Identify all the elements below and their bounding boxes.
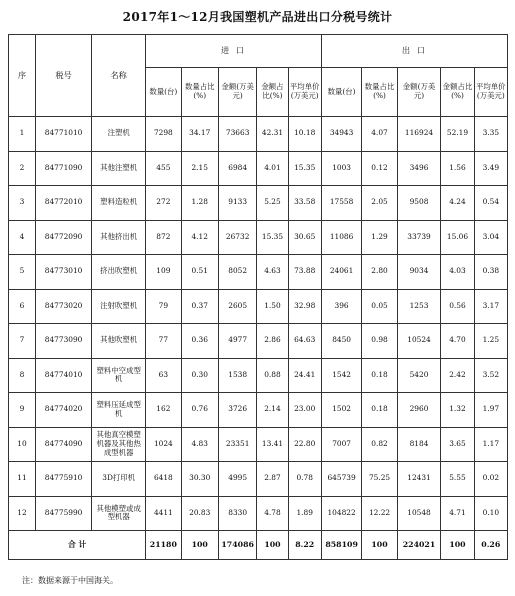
header-export: 出 口 bbox=[321, 35, 507, 68]
cell-export-0: 7007 bbox=[321, 427, 362, 462]
cell-export-0: 1502 bbox=[321, 393, 362, 428]
cell-export-1: 0.12 bbox=[362, 151, 397, 186]
cell-name: 其他挤出机 bbox=[92, 220, 146, 255]
cell-import-0: 272 bbox=[146, 186, 181, 221]
cell-import-3: 2.87 bbox=[257, 462, 288, 497]
cell-export-1: 0.18 bbox=[362, 358, 397, 393]
cell-export-0: 645739 bbox=[321, 462, 362, 497]
cell-import-1: 0.36 bbox=[181, 324, 218, 359]
table-row bbox=[9, 117, 508, 152]
table-body bbox=[9, 117, 508, 560]
cell-tax-no: 84772090 bbox=[36, 220, 92, 255]
cell-export-0: 396 bbox=[321, 289, 362, 324]
cell-export-3: 3.65 bbox=[441, 427, 474, 462]
cell-import-1: 4.83 bbox=[181, 427, 218, 462]
cell-export-2: 5420 bbox=[397, 358, 441, 393]
cell-import-1: 34.17 bbox=[181, 117, 218, 152]
cell-export-2: 9508 bbox=[397, 186, 441, 221]
cell-export-3: 15.06 bbox=[441, 220, 474, 255]
cell-name: 塑料造粒机 bbox=[92, 186, 146, 221]
total-export-3: 100 bbox=[441, 531, 474, 560]
total-export-2: 224021 bbox=[397, 531, 441, 560]
cell-import-4: 73.88 bbox=[288, 255, 321, 290]
cell-tax-no: 84773010 bbox=[36, 255, 92, 290]
header-name: 名称 bbox=[92, 35, 146, 117]
cell-import-3: 5.25 bbox=[257, 186, 288, 221]
cell-export-2: 10548 bbox=[397, 496, 441, 531]
cell-name: 挤出吹塑机 bbox=[92, 255, 146, 290]
table-row bbox=[9, 151, 508, 186]
table-row bbox=[9, 358, 508, 393]
cell-import-1: 20.83 bbox=[181, 496, 218, 531]
export-col-amount: 金额(万美元) bbox=[397, 68, 441, 117]
cell-import-0: 63 bbox=[146, 358, 181, 393]
cell-export-1: 1.29 bbox=[362, 220, 397, 255]
cell-tax-no: 84771010 bbox=[36, 117, 92, 152]
table-row bbox=[9, 186, 508, 221]
cell-export-2: 8184 bbox=[397, 427, 441, 462]
table-row bbox=[9, 393, 508, 428]
cell-import-2: 9133 bbox=[218, 186, 256, 221]
cell-export-2: 1253 bbox=[397, 289, 441, 324]
cell-export-2: 33739 bbox=[397, 220, 441, 255]
cell-seq: 1 bbox=[9, 117, 36, 152]
cell-import-1: 2.15 bbox=[181, 151, 218, 186]
cell-export-0: 1003 bbox=[321, 151, 362, 186]
cell-import-4: 1.89 bbox=[288, 496, 321, 531]
cell-export-1: 0.18 bbox=[362, 393, 397, 428]
cell-import-1: 0.37 bbox=[181, 289, 218, 324]
table-row bbox=[9, 496, 508, 531]
cell-export-1: 0.05 bbox=[362, 289, 397, 324]
cell-export-4: 0.54 bbox=[474, 186, 507, 221]
total-import-3: 100 bbox=[257, 531, 288, 560]
table-row bbox=[9, 255, 508, 290]
table-row bbox=[9, 462, 508, 497]
cell-export-2: 10524 bbox=[397, 324, 441, 359]
cell-import-2: 4977 bbox=[218, 324, 256, 359]
cell-export-3: 4.03 bbox=[441, 255, 474, 290]
total-label: 合 计 bbox=[9, 531, 146, 560]
cell-seq: 8 bbox=[9, 358, 36, 393]
cell-import-4: 22.80 bbox=[288, 427, 321, 462]
cell-import-1: 30.30 bbox=[181, 462, 218, 497]
cell-seq: 12 bbox=[9, 496, 36, 531]
cell-export-4: 3.35 bbox=[474, 117, 507, 152]
total-row bbox=[9, 531, 508, 560]
total-import-2: 174086 bbox=[218, 531, 256, 560]
header-tax-no: 税号 bbox=[36, 35, 92, 117]
cell-export-4: 1.17 bbox=[474, 427, 507, 462]
cell-tax-no: 84771090 bbox=[36, 151, 92, 186]
export-col-unit-price: 平均单价(万美元) bbox=[474, 68, 507, 117]
cell-import-4: 10.18 bbox=[288, 117, 321, 152]
export-col-amount-share: 金额占比(%) bbox=[441, 68, 474, 117]
total-import-1: 100 bbox=[181, 531, 218, 560]
import-col-qty-share: 数量占比(%) bbox=[181, 68, 218, 117]
total-import-4: 8.22 bbox=[288, 531, 321, 560]
table-title: 2017年1～12月我国塑机产品进出口分税号统计 bbox=[122, 10, 393, 24]
cell-import-1: 4.12 bbox=[181, 220, 218, 255]
cell-seq: 11 bbox=[9, 462, 36, 497]
cell-seq: 5 bbox=[9, 255, 36, 290]
total-export-4: 0.26 bbox=[474, 531, 507, 560]
cell-export-4: 3.17 bbox=[474, 289, 507, 324]
cell-import-0: 109 bbox=[146, 255, 181, 290]
cell-import-2: 1538 bbox=[218, 358, 256, 393]
cell-import-0: 77 bbox=[146, 324, 181, 359]
cell-export-1: 2.05 bbox=[362, 186, 397, 221]
cell-export-4: 1.97 bbox=[474, 393, 507, 428]
export-col-qty-share: 数量占比(%) bbox=[362, 68, 397, 117]
cell-export-2: 116924 bbox=[397, 117, 441, 152]
cell-import-3: 13.41 bbox=[257, 427, 288, 462]
cell-export-3: 5.55 bbox=[441, 462, 474, 497]
cell-import-0: 872 bbox=[146, 220, 181, 255]
cell-export-3: 4.24 bbox=[441, 186, 474, 221]
cell-name: 3D打印机 bbox=[92, 462, 146, 497]
cell-import-4: 64.63 bbox=[288, 324, 321, 359]
cell-tax-no: 84774010 bbox=[36, 358, 92, 393]
table-row bbox=[9, 427, 508, 462]
table-row bbox=[9, 220, 508, 255]
cell-tax-no: 84772010 bbox=[36, 186, 92, 221]
cell-import-3: 0.88 bbox=[257, 358, 288, 393]
cell-import-2: 8052 bbox=[218, 255, 256, 290]
cell-export-3: 0.56 bbox=[441, 289, 474, 324]
cell-seq: 2 bbox=[9, 151, 36, 186]
cell-export-2: 9034 bbox=[397, 255, 441, 290]
cell-export-4: 0.10 bbox=[474, 496, 507, 531]
cell-export-0: 17558 bbox=[321, 186, 362, 221]
cell-export-1: 0.98 bbox=[362, 324, 397, 359]
cell-import-2: 8330 bbox=[218, 496, 256, 531]
cell-export-1: 2.80 bbox=[362, 255, 397, 290]
cell-export-4: 0.02 bbox=[474, 462, 507, 497]
cell-tax-no: 84774020 bbox=[36, 393, 92, 428]
cell-import-2: 73663 bbox=[218, 117, 256, 152]
cell-tax-no: 84775910 bbox=[36, 462, 92, 497]
cell-export-0: 8450 bbox=[321, 324, 362, 359]
cell-seq: 9 bbox=[9, 393, 36, 428]
table-row bbox=[9, 289, 508, 324]
cell-export-3: 52.19 bbox=[441, 117, 474, 152]
import-col-amount-share: 金额占比(%) bbox=[257, 68, 288, 117]
table-row bbox=[9, 324, 508, 359]
cell-import-3: 15.35 bbox=[257, 220, 288, 255]
cell-import-4: 24.41 bbox=[288, 358, 321, 393]
cell-import-0: 1024 bbox=[146, 427, 181, 462]
cell-import-1: 0.30 bbox=[181, 358, 218, 393]
cell-import-2: 4995 bbox=[218, 462, 256, 497]
source-note: 注：数据来源于中国海关。 bbox=[22, 576, 118, 585]
cell-import-4: 33.58 bbox=[288, 186, 321, 221]
cell-import-2: 26732 bbox=[218, 220, 256, 255]
cell-export-1: 4.07 bbox=[362, 117, 397, 152]
export-col-qty: 数量(台) bbox=[321, 68, 362, 117]
trade-table bbox=[8, 34, 508, 560]
header-seq: 序 bbox=[9, 35, 36, 117]
cell-export-4: 3.49 bbox=[474, 151, 507, 186]
cell-import-3: 1.50 bbox=[257, 289, 288, 324]
import-col-amount: 金额(万美元) bbox=[218, 68, 256, 117]
cell-export-3: 4.70 bbox=[441, 324, 474, 359]
cell-import-0: 6418 bbox=[146, 462, 181, 497]
cell-export-3: 4.71 bbox=[441, 496, 474, 531]
cell-import-4: 23.00 bbox=[288, 393, 321, 428]
cell-import-0: 79 bbox=[146, 289, 181, 324]
cell-export-4: 3.52 bbox=[474, 358, 507, 393]
cell-import-4: 30.65 bbox=[288, 220, 321, 255]
cell-export-4: 0.38 bbox=[474, 255, 507, 290]
cell-export-1: 0.82 bbox=[362, 427, 397, 462]
cell-export-1: 75.25 bbox=[362, 462, 397, 497]
cell-tax-no: 84773020 bbox=[36, 289, 92, 324]
cell-export-2: 2960 bbox=[397, 393, 441, 428]
cell-name: 注射吹塑机 bbox=[92, 289, 146, 324]
cell-name: 注塑机 bbox=[92, 117, 146, 152]
cell-export-4: 3.04 bbox=[474, 220, 507, 255]
cell-export-0: 24061 bbox=[321, 255, 362, 290]
cell-name: 其他模塑或成型机器 bbox=[92, 496, 146, 531]
cell-import-0: 455 bbox=[146, 151, 181, 186]
cell-import-4: 32.98 bbox=[288, 289, 321, 324]
cell-import-1: 0.76 bbox=[181, 393, 218, 428]
cell-tax-no: 84774090 bbox=[36, 427, 92, 462]
cell-import-1: 0.51 bbox=[181, 255, 218, 290]
cell-import-3: 4.01 bbox=[257, 151, 288, 186]
cell-import-3: 4.78 bbox=[257, 496, 288, 531]
cell-import-2: 3726 bbox=[218, 393, 256, 428]
cell-export-0: 1542 bbox=[321, 358, 362, 393]
cell-import-0: 4411 bbox=[146, 496, 181, 531]
cell-tax-no: 84775990 bbox=[36, 496, 92, 531]
cell-tax-no: 84773090 bbox=[36, 324, 92, 359]
cell-export-4: 1.25 bbox=[474, 324, 507, 359]
cell-export-0: 34943 bbox=[321, 117, 362, 152]
cell-import-0: 162 bbox=[146, 393, 181, 428]
cell-export-3: 1.56 bbox=[441, 151, 474, 186]
cell-export-3: 2.42 bbox=[441, 358, 474, 393]
cell-name: 塑料中空成型机 bbox=[92, 358, 146, 393]
cell-seq: 3 bbox=[9, 186, 36, 221]
cell-import-3: 42.31 bbox=[257, 117, 288, 152]
total-export-1: 100 bbox=[362, 531, 397, 560]
cell-seq: 10 bbox=[9, 427, 36, 462]
cell-import-4: 15.35 bbox=[288, 151, 321, 186]
cell-seq: 4 bbox=[9, 220, 36, 255]
cell-import-3: 4.63 bbox=[257, 255, 288, 290]
cell-name: 其他吹塑机 bbox=[92, 324, 146, 359]
cell-import-2: 6984 bbox=[218, 151, 256, 186]
header-import: 进 口 bbox=[146, 35, 322, 68]
import-col-unit-price: 平均单价(万美元) bbox=[288, 68, 321, 117]
cell-import-2: 2605 bbox=[218, 289, 256, 324]
cell-import-0: 7298 bbox=[146, 117, 181, 152]
cell-export-2: 3496 bbox=[397, 151, 441, 186]
cell-import-3: 2.86 bbox=[257, 324, 288, 359]
cell-export-3: 1.32 bbox=[441, 393, 474, 428]
total-export-0: 858109 bbox=[321, 531, 362, 560]
cell-import-1: 1.28 bbox=[181, 186, 218, 221]
cell-export-0: 11086 bbox=[321, 220, 362, 255]
cell-export-1: 12.22 bbox=[362, 496, 397, 531]
cell-import-3: 2.14 bbox=[257, 393, 288, 428]
cell-name: 其他注塑机 bbox=[92, 151, 146, 186]
cell-export-2: 12431 bbox=[397, 462, 441, 497]
total-import-0: 21180 bbox=[146, 531, 181, 560]
cell-seq: 7 bbox=[9, 324, 36, 359]
cell-import-4: 0.78 bbox=[288, 462, 321, 497]
cell-seq: 6 bbox=[9, 289, 36, 324]
cell-name: 塑料压延成型机 bbox=[92, 393, 146, 428]
cell-name: 其他真空模塑机器及其他热成型机器 bbox=[92, 427, 146, 462]
cell-import-2: 23351 bbox=[218, 427, 256, 462]
import-col-qty: 数量(台) bbox=[146, 68, 181, 117]
cell-export-0: 104822 bbox=[321, 496, 362, 531]
